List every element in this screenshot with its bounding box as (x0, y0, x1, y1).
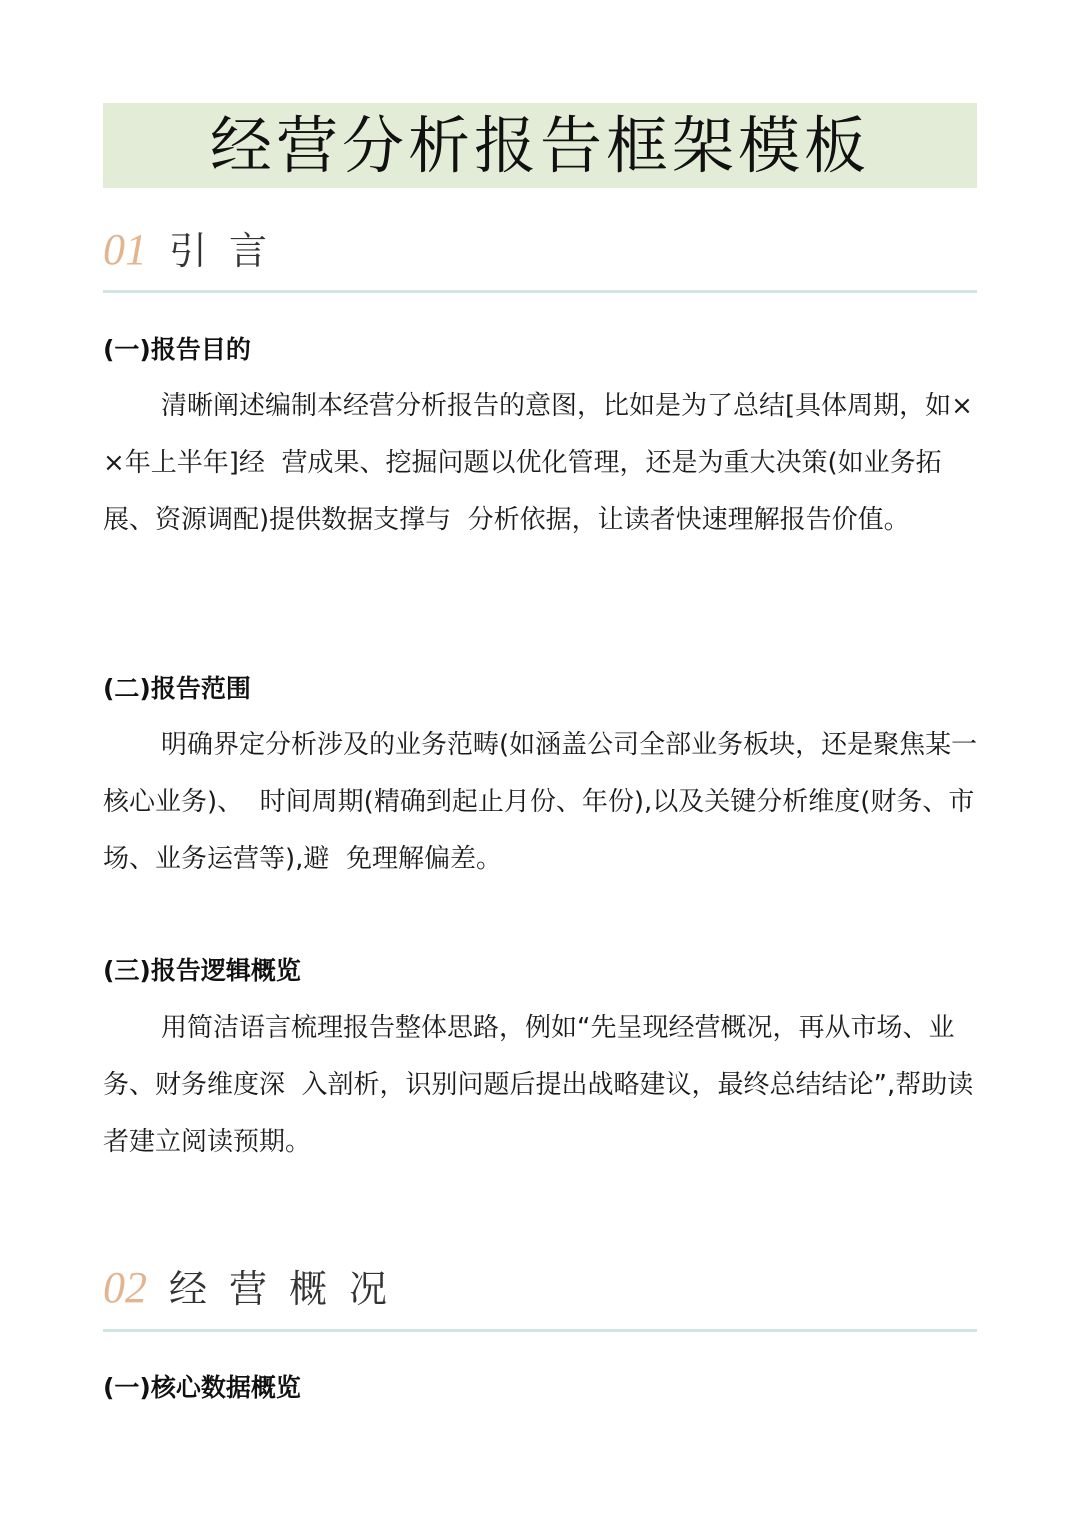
subsection-heading-logic: (三)报告逻辑概览 (103, 956, 301, 985)
subsection-heading-purpose: (一)报告目的 (103, 335, 251, 364)
section-heading-intro (103, 225, 290, 274)
section-title: 经营概况 (169, 1267, 410, 1311)
section-heading-overview (103, 1263, 410, 1312)
paragraph-purpose: 清晰阐述编制本经营分析报告的意图，比如是为了总结[具体周期，如××年上半年]经 营成果、挖掘问题以优化管理，还是为重大决策(如业务拓展、资源调配)提供数据支撑与 分析依据，让读者快速理解报告价值。 (103, 391, 973, 535)
paragraph-scope: 明确界定分析涉及的业务范畴(如涵盖公司全部业务板块，还是聚焦某一核心业务)、 时间周期(精确到起止月份、年份),以及关键分析维度(财务、市场、业务运营等),避 免理解偏差。 (103, 730, 978, 874)
subsection-heading-core-data: (一)核心数据概览 (103, 1373, 301, 1402)
paragraph-logic: 用简洁语言梳理报告整体思路，例如“先呈现经营概况，再从市场、业务、财务维度深 入剖析，识别问题后提出战略建议，最终总结结论”,帮助读者建立阅读预期。 (103, 1013, 974, 1157)
section-title: 引言 (169, 229, 290, 273)
page-title: 经营分析报告框架模板 (209, 108, 870, 182)
title-banner (103, 103, 977, 188)
subsection-heading-scope: (二)报告范围 (103, 674, 251, 703)
section-divider (103, 1329, 977, 1332)
section-divider (103, 290, 977, 293)
section-number: 01 (103, 225, 147, 274)
section-number: 02 (103, 1263, 147, 1312)
